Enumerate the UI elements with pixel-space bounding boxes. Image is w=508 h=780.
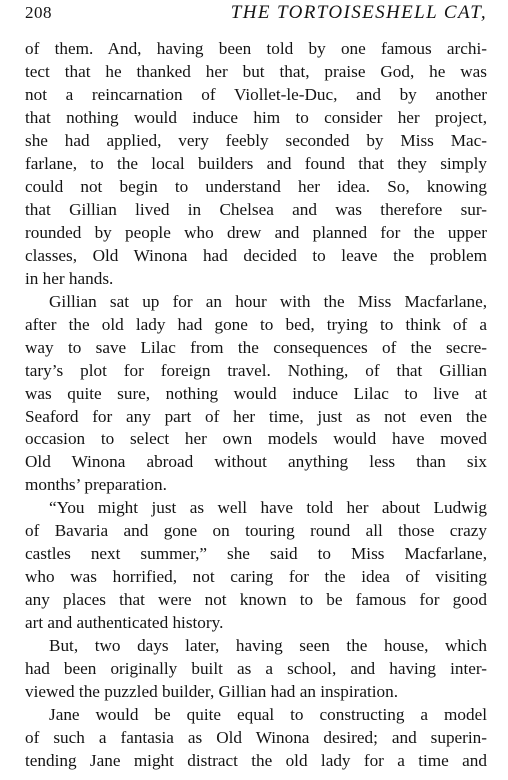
text-line: months’ preparation. <box>25 475 167 495</box>
text-line: Gillian sat up for an hour with the Miss Macfarlane, <box>49 291 487 311</box>
text-line: tect that he thanked her but that, praise God, he was <box>25 61 487 81</box>
text-line: that Gillian lived in Chelsea and was therefore sur- <box>25 199 487 219</box>
text-line: of them. And, having been told by one famous archi- <box>25 39 487 58</box>
text-line: tending Jane might distract the old lady for a time and <box>25 751 487 771</box>
text-line: Old Winona abroad without anything less than six <box>25 452 487 472</box>
text-line: tary’s plot for foreign travel. Nothing, of that Gillian <box>25 360 487 380</box>
text-line: in her hands. <box>25 268 114 288</box>
text-line: of such a fantasia as Old Winona desired; and superin- <box>25 728 487 748</box>
running-title: THE TORTOISESHELL CAT, <box>230 2 487 23</box>
text-line: farlane, to the local builders and found that they simply <box>25 153 487 173</box>
text-line: she had applied, very feebly seconded by Miss Mac- <box>25 130 487 150</box>
text-line: who was horrified, not caring for the idea of visiting <box>25 567 487 587</box>
page-number: 208 <box>25 3 52 22</box>
text-line: “You might just as well have told her about Ludwig <box>49 498 487 518</box>
text-line: had been originally built as a school, and having inter- <box>25 659 487 679</box>
text-line: could not begin to understand her idea. So, knowing <box>25 176 487 196</box>
text-line: viewed the puzzled builder, Gillian had an inspiration. <box>25 682 399 702</box>
body-text <box>25 38 487 773</box>
page-header <box>25 3 487 29</box>
text-line: was quite sure, nothing would induce Lilac to live at <box>25 383 487 403</box>
text-line: But, two days later, having seen the house, which <box>49 636 487 656</box>
text-line: classes, Old Winona had decided to leave the problem <box>25 245 487 265</box>
text-line: not a reincarnation of Viollet-le-Duc, and by another <box>25 84 487 104</box>
text-line: occasion to select her own models would have moved <box>25 429 487 449</box>
text-line: after the old lady had gone to bed, trying to think of a <box>25 314 487 334</box>
text-line: art and authenticated history. <box>25 613 224 633</box>
text-line: any places that were not known to be famous for good <box>25 590 487 610</box>
text-line: Jane would be quite equal to constructing a model <box>49 705 487 725</box>
text-line: that nothing would induce him to consider her project, <box>25 107 487 127</box>
text-line: castles next summer,” she said to Miss Macfarlane, <box>25 544 487 564</box>
text-line: of Bavaria and gone on touring round all those crazy <box>25 521 487 541</box>
text-line: Seaford for any part of her time, just as not even the <box>25 406 487 426</box>
text-line: way to save Lilac from the consequences of the secre- <box>25 337 487 357</box>
text-line: rounded by people who drew and planned for the upper <box>25 222 487 242</box>
